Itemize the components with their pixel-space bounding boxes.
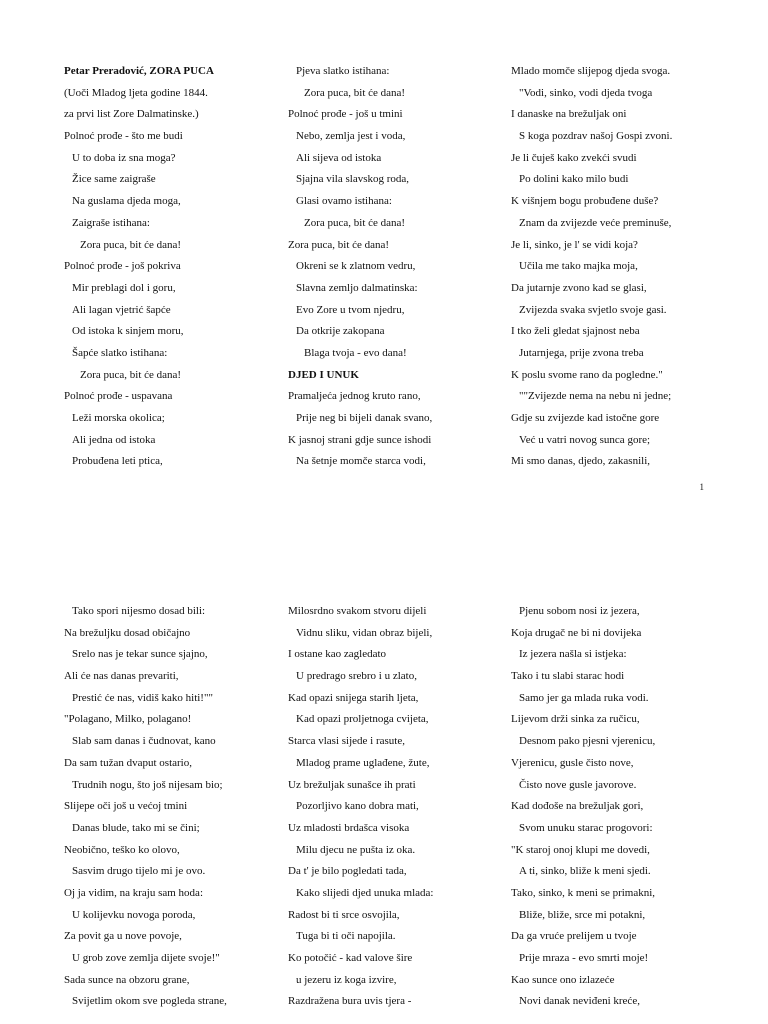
poem-line: Na šetnje momče starca vodi, — [296, 455, 426, 468]
poem-line: Pozorljivo kano dobra mati, — [296, 800, 419, 813]
poem-line: "K staroj onoj klupi me dovedi, — [511, 843, 650, 856]
poem-line: Na guslama djeda moga, — [72, 195, 181, 208]
poem-line: Desnom pako pjesni vjerenicu, — [519, 735, 656, 748]
poem-line: Sada sunce na obzoru grane, — [64, 973, 190, 986]
poem-line: Kad dođoše na brežuljak gori, — [511, 800, 644, 813]
poem-line: Polnoć prođe - još pokriva — [64, 260, 181, 273]
poem-line: Da ga vruće prelijem u tvoje — [511, 930, 637, 943]
poem-line: Prije mraza - evo smrti moje! — [519, 952, 649, 964]
poem-line: Kako slijedi djed unuka mlada: — [296, 886, 434, 899]
poem-line: Tako spori nijesmo dosad bili: — [72, 605, 206, 617]
poem-line: Starca vlasi sijede i rasute, — [288, 735, 405, 748]
poem-line: Iz jezera našla si istjeka: — [519, 648, 627, 661]
poem-line: Svijetlim okom sve pogleda strane, — [72, 995, 227, 1008]
poem-line: U kolijevku novoga poroda, — [72, 908, 196, 921]
poem-line: Pjeva slatko istihana: — [296, 65, 390, 77]
poem-line: Koja drugač ne bi ni dovijeka — [511, 626, 642, 639]
poem-line: Razdražena bura uvis tjera - — [288, 995, 412, 1008]
page-number: 1 — [699, 482, 704, 492]
text-column-3 — [511, 61, 726, 473]
poem-line: Tako i tu slabi starac hodi — [511, 670, 625, 683]
poem-line: Zaigraše istihana: — [72, 216, 150, 229]
poem-line: Slab sam danas i čudnovat, kano — [72, 735, 216, 748]
poem-line: Srelo nas je tekar sunce sjajno, — [72, 648, 208, 661]
poem-line: Ko potočić - kad valove šire — [288, 952, 413, 964]
poem-line: Znam da zvijezde veće preminuše, — [519, 216, 672, 229]
poem-line: Jutarnjega, prije zvona treba — [519, 346, 644, 359]
poem-line: Ali jedna od istoka — [72, 433, 156, 446]
poem-line: Slijepe oči još u većoj tmini — [64, 800, 188, 813]
poem-line: Oj ja vidim, na kraju sam hoda: — [64, 886, 203, 899]
poem-line: Tuga bi ti oči napojila. — [296, 930, 396, 943]
poem-line: Po dolini kako milo budi — [519, 173, 629, 186]
poem-line: Da t' je bilo pogledati tada, — [288, 865, 407, 878]
poem-line: ""Zvijezde nema na nebu ni jedne; — [519, 390, 672, 403]
poem-line: Vjerenicu, gusle čisto nove, — [511, 756, 634, 769]
poem-line: Da otkrije zakopana — [296, 325, 385, 338]
poem-line: Okreni se k zlatnom vedru, — [296, 260, 416, 273]
poem-line: Ali sijeva od istoka — [296, 151, 382, 164]
poem-line: Uz mladosti brdašca visoka — [288, 821, 410, 834]
poem-line: Je li čuješ kako zvekći svudi — [511, 151, 637, 164]
poem-line: Zora puca, bit će dana! — [304, 86, 406, 99]
poem-line: U predrago srebro i u zlato, — [296, 670, 417, 683]
poem-line: Pjenu sobom nosi iz jezera, — [519, 605, 640, 617]
text-column-2 — [288, 601, 503, 1013]
text-column-1 — [64, 61, 279, 473]
poem-line: Zora puca, bit će dana! — [288, 238, 390, 251]
poem-line: Zora puca, bit će dana! — [80, 368, 182, 381]
poem-line: Zora puca, bit će dana! — [80, 238, 182, 251]
poem-line: Sjajna vila slavskog roda, — [296, 173, 410, 186]
poem-line: K jasnoj strani gdje sunce ishodi — [288, 433, 432, 446]
poem-line: I danaske na brežuljak oni — [511, 108, 627, 121]
poem-line: u jezeru iz koga izvire, — [296, 973, 397, 986]
poem-line: Novi danak neviđeni kreće, — [519, 995, 640, 1008]
poem-line: K poslu svome rano da pogledne." — [511, 368, 663, 381]
poem-line: Od istoka k sinjem moru, — [72, 325, 184, 338]
poem-line: Kao sunce ono izlazeće — [511, 973, 615, 986]
poem-line: Neobično, teško ko olovo, — [64, 843, 180, 856]
document-page-2 — [0, 560, 768, 1024]
poem-line: Samo jer ga mlada ruka vodi. — [519, 691, 649, 704]
poem-line: Žice same zaigraše — [72, 173, 156, 186]
poem-line: Za povit ga u nove povoje, — [64, 930, 182, 943]
poem-line: Kad opazi snijega starih ljeta, — [288, 691, 419, 704]
poem-line: U to doba iz sna moga? — [72, 151, 176, 164]
poem-line: S koga pozdrav našoj Gospi zvoni. — [519, 130, 673, 143]
poem-line: Je li, sinko, je l' se vidi koja? — [511, 238, 638, 251]
poem-line: Prije neg bi bijeli danak svano, — [296, 412, 433, 424]
heading-line: DJED I UNUK — [288, 368, 359, 381]
poem-line: Ali lagan vjetrić šapće — [72, 303, 171, 316]
poem-line: Da sam tužan dvaput ostario, — [64, 756, 192, 769]
poem-line: Bliže, bliže, srce mi potakni, — [519, 908, 646, 921]
poem-line: Svom unuku starac progovori: — [519, 821, 653, 834]
poem-line: Evo Zore u tvom njedru, — [296, 303, 405, 316]
poem-line: Polnoć prođe - što me budi — [64, 130, 183, 143]
poem-line: Polnoć prođe - uspavana — [64, 390, 173, 403]
poem-line: Leži morska okolica; — [72, 412, 165, 424]
poem-line: Da jutarnje zvono kad se glasi, — [511, 281, 647, 294]
poem-line: Učila me tako majka moja, — [519, 260, 638, 273]
poem-line: Glasi ovamo istihana: — [296, 195, 392, 208]
poem-line: Milu djecu ne pušta iz oka. — [296, 843, 416, 856]
poem-line: "Polagano, Milko, polagano! — [64, 713, 192, 726]
poem-line: Danas blude, tako mi se čini; — [72, 821, 200, 834]
poem-line: Probuđena leti ptica, — [72, 455, 163, 468]
text-column-2 — [288, 61, 503, 473]
heading-line: Petar Preradović, ZORA PUCA — [64, 65, 214, 77]
poem-line: Uz brežuljak sunašce ih prati — [288, 778, 416, 791]
poem-line: Zvijezda svaka svjetlo svoje gasi. — [519, 303, 667, 316]
poem-line: K višnjem bogu probuđene duše? — [511, 195, 659, 208]
poem-line: Zora puca, bit će dana! — [304, 216, 406, 229]
poem-line: Sasvim drugo tijelo mi je ovo. — [72, 865, 206, 878]
poem-line: I tko želi gledat sjajnost neba — [511, 325, 640, 338]
poem-line: U grob zove zemlja dijete svoje!" — [72, 952, 220, 964]
poem-line: Na brežuljku dosad običajno — [64, 626, 191, 639]
poem-line: Šapće slatko istihana: — [72, 346, 168, 359]
poem-line: za prvi list Zore Dalmatinske.) — [64, 108, 199, 121]
poem-line: Slavna zemljo dalmatinska: — [296, 281, 418, 294]
poem-line: Milosrdno svakom stvoru dijeli — [288, 605, 427, 617]
poem-line: Vidnu sliku, vidan obraz bijeli, — [296, 626, 433, 639]
poem-line: Radost bi ti srce osvojila, — [288, 908, 400, 921]
poem-line: Pramaljeća jednog kruto rano, — [288, 390, 421, 403]
poem-line: Mir preblagi dol i goru, — [72, 281, 176, 294]
poem-line: Čisto nove gusle javorove. — [519, 778, 637, 791]
poem-line: Mi smo danas, djedo, zakasnili, — [511, 455, 651, 468]
poem-line: I ostane kao zagledato — [288, 648, 387, 661]
poem-line: Trudnih nogu, što još nijesam bio; — [72, 778, 223, 791]
poem-line: Već u vatri novog sunca gore; — [519, 433, 651, 446]
poem-line: Kad opazi proljetnoga cvijeta, — [296, 713, 429, 726]
poem-line: Polnoć prođe - još u tmini — [288, 108, 403, 121]
poem-line: Nebo, zemlja jest i voda, — [296, 130, 406, 143]
text-column-1 — [64, 601, 279, 1013]
poem-line: Gdje su zvijezde kad istočne gore — [511, 412, 660, 424]
poem-line: Prestić će nas, vidiš kako hiti!"" — [72, 691, 213, 704]
poem-line: Ali će nas danas prevariti, — [64, 670, 179, 683]
poem-line: Blaga tvoja - evo dana! — [304, 346, 407, 359]
text-column-3 — [511, 601, 726, 1013]
poem-line: "Vodi, sinko, vodi djeda tvoga — [519, 86, 653, 99]
poem-line: (Uoči Mladog ljeta godine 1844. — [64, 86, 208, 99]
poem-line: A ti, sinko, bliže k meni sjedi. — [519, 865, 651, 878]
poem-line: Lijevom drži sinka za ručicu, — [511, 713, 640, 726]
poem-line: Mlado momče slijepog djeda svoga. — [511, 65, 671, 77]
poem-line: Mladog prame uglađene, žute, — [296, 756, 430, 769]
poem-line: Tako, sinko, k meni se primakni, — [511, 886, 656, 899]
